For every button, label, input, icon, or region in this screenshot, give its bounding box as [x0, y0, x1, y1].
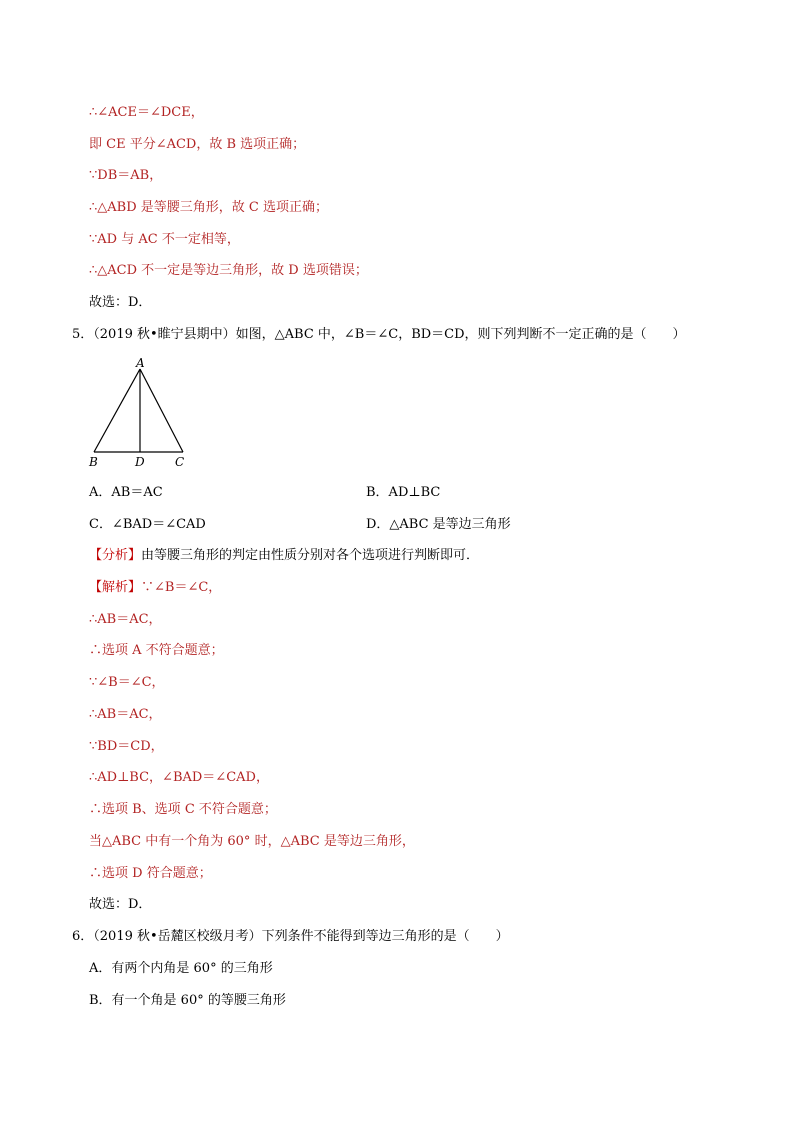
solution-line: ∵DB＝AB，: [89, 168, 163, 183]
solution-line: ∵BD＝CD，: [89, 739, 164, 754]
solution-line: ∴△ABD 是等腰三角形，故 C 选项正确；: [89, 200, 328, 215]
question-5-stem: 5．（2019 秋•睢宁县期中）如图，△ABC 中，∠B＝∠C，BD＝CD，则下列判断不一定正确的是（ ）: [72, 327, 686, 342]
solution-line: ∵∠B＝∠C，: [89, 675, 165, 690]
solution-line: 当△ABC 中有一个角为 60° 时，△ABC 是等边三角形，: [89, 834, 415, 849]
solution-line: ∵AD 与 AC 不一定相等，: [89, 232, 240, 247]
solution-header-line: [89, 579, 221, 597]
question-6-stem: 6．（2019 秋•岳麓区校级月考）下列条件不能得到等边三角形的是（ ）: [72, 929, 509, 944]
triangle-figure: [85, 355, 195, 470]
solution-line: ∴AB＝AC，: [89, 612, 162, 627]
solution-tag: 【解析】: [89, 580, 142, 595]
choice-d: D．△ABC 是等边三角形: [366, 517, 511, 532]
solution-line: 即 CE 平分∠ACD，故 B 选项正确；: [89, 137, 306, 152]
vertex-label-a: A: [136, 356, 145, 370]
final-answer: 故选：D．: [89, 897, 152, 912]
choice-a: A．有两个内角是 60° 的三角形: [89, 961, 273, 976]
choice-b: B．AD⊥BC: [366, 485, 441, 500]
solution-line: ∴选项 A 不符合题意；: [89, 643, 224, 658]
vertex-label-d: D: [135, 455, 145, 469]
solution-line: ∴△ACD 不一定是等边三角形，故 D 选项错误；: [89, 263, 368, 278]
choice-c: C．∠BAD＝∠CAD: [89, 517, 206, 532]
analysis-line: [89, 547, 479, 565]
choice-b: B．有一个角是 60° 的等腰三角形: [89, 993, 286, 1008]
solution-line: ∴AB＝AC，: [89, 707, 162, 722]
choice-a: A．AB＝AC: [89, 485, 163, 500]
analysis-text: 由等腰三角形的判定由性质分别对各个选项进行判断即可．: [141, 548, 480, 563]
solution-line: ∴AD⊥BC，∠BAD＝∠CAD，: [89, 770, 269, 785]
final-answer: 故选：D．: [89, 295, 152, 310]
analysis-tag: 【分析】: [89, 548, 142, 563]
vertex-label-b: B: [89, 455, 98, 469]
solution-line: ∴选项 B、选项 C 不符合题意；: [89, 802, 277, 817]
solution-line: ∴∠ACE＝∠DCE，: [89, 105, 204, 120]
vertex-label-c: C: [175, 455, 185, 469]
solution-line: ∴选项 D 符合题意；: [89, 866, 212, 881]
solution-line: ∵∠B＝∠C，: [141, 580, 222, 595]
